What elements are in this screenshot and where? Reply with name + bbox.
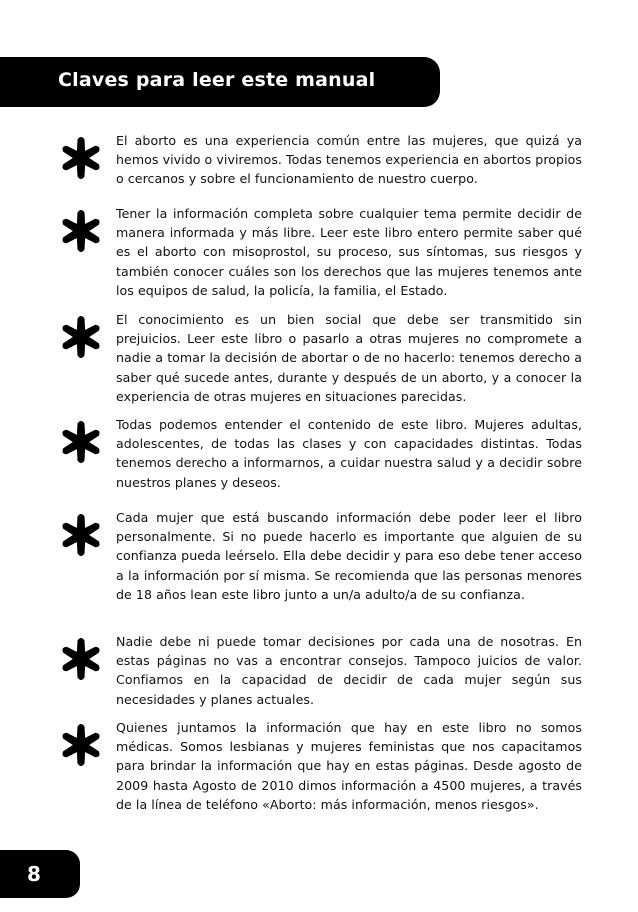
paragraph-7: Quienes juntamos la información que hay en este libro no somos médicas. Somos lesbianas y mujeres feministas que nos capacitamos para brindar la información que hay en estas páginas. Desde agosto de 2009 hasta Agosto de 2010 dimos información a 4500 mujeres, a través de la línea de teléfono «Aborto: más información, menos riesgos». xyxy=(116,720,582,812)
asterisk-icon xyxy=(58,208,104,254)
paragraph-1: El aborto es una experiencia común entre las mujeres, que quizá ya hemos vivido o viviremos. Todas tenemos experiencia en abortos propios o cercanos y sobre el funcionamiento de nuestro cuerpo. xyxy=(116,133,582,187)
paragraph-2: Tener la información completa sobre cualquier tema permite decidir de manera informada y más libre. Leer este libro entero permite saber qué es el aborto con misoprostol, su proceso, sus síntomas, sus riesgos y también conocer cuáles son los derechos que las mujeres tenemos ante los equipos de salud, la policía, la familia, el Estado. xyxy=(116,206,582,298)
asterisk-icon xyxy=(58,314,104,360)
page-title: Claves para leer este manual xyxy=(58,69,376,91)
asterisk-icon xyxy=(58,636,104,682)
asterisk-icon xyxy=(58,419,104,465)
paragraph-4: Todas podemos entender el contenido de este libro. Mujeres adultas, adolescentes, de todas las clases y con capacidades distintas. Todas tenemos derecho a informarnos, a cuidar nuestra salud y a decidir sobre nuestros planes y deseos. xyxy=(116,417,582,490)
asterisk-icon xyxy=(58,722,104,768)
paragraph-6: Nadie debe ni puede tomar decisiones por cada una de nosotras. En estas páginas no vas a encontrar consejos. Tampoco juicios de valor. Confiamos en la capacidad de decidir de cada mujer según sus necesidades y planes actuales. xyxy=(116,634,582,707)
paragraph-5: Cada mujer que está buscando información debe poder leer el libro personalmente. Si no puede hacerlo es importante que alguien de su confianza pueda leérselo. Ella debe decidir y para eso debe tener acceso a la información por sí misma. Se recomienda que las personas menores de 18 años lean este libro junto a un/a adulto/a de su confianza. xyxy=(116,510,582,602)
paragraph-3: El conocimiento es un bien social que debe ser transmitido sin prejuicios. Leer este libro o pasarlo a otras mujeres no compromete a nadie a tomar la decisión de abortar o de no hacerlo: tenemos derecho a saber qué sucede antes, durante y después de un aborto, y a conocer la experiencia de otras mujeres en situaciones parecidas. xyxy=(116,312,582,404)
asterisk-icon xyxy=(58,512,104,558)
page-number-tab xyxy=(0,850,80,898)
asterisk-icon xyxy=(58,135,104,181)
page-number: 8 xyxy=(27,862,41,886)
